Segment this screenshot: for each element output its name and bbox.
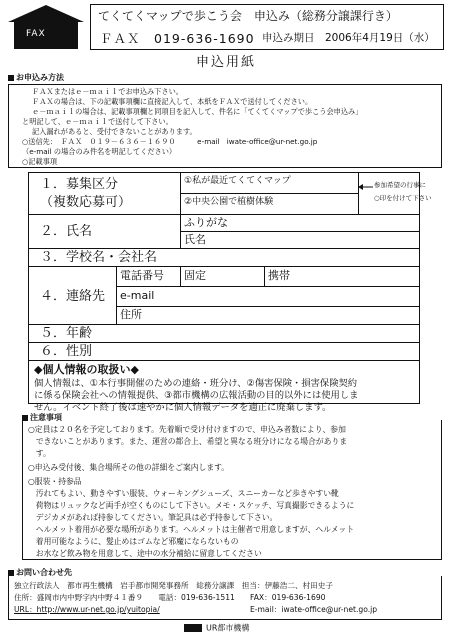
arrow-left-icon xyxy=(358,182,374,192)
row-category-label: １．募集区分 xyxy=(40,177,119,192)
contact-url-link[interactable]: URL：http://www.ur-net.go.jp/yuitopia/ xyxy=(14,605,160,614)
note-line: ヘルメット着用が必要な場所があります。ヘルメットは主催者で用意しますが、ヘルメット xyxy=(28,525,355,534)
contact-org: 独立行政法人 都市再生機構 岩手都市開発事務所 総務分譲課 担当：伊藤浩二、村田史子 xyxy=(14,581,333,590)
note-line: 汚れてもよい、動きやすい服装、ウォーキングシューズ、スニーカーなど歩きやすい靴 xyxy=(28,489,339,498)
form-title: 申込用紙 xyxy=(196,55,257,70)
note-line: お水など飲み物を用意して、途中の水分補給に留意してください xyxy=(28,549,262,558)
method-line: 記入漏れがあると、受付できないことがあります。 xyxy=(32,127,197,136)
method-line: と明記して、ｅ－ｍａｉｌで送付して下さい。 xyxy=(22,117,173,126)
method-line: ＦＡＸまたはｅ－ｍａｉｌでお申込み下さい。 xyxy=(32,87,183,96)
row-category-sub: （複数応募可） xyxy=(40,195,132,210)
option-map-walk[interactable]: ①私が最近てくてくマップ xyxy=(184,176,291,186)
mobile-label: 携帯 xyxy=(268,269,290,282)
privacy-line: せん。イベント終了後は速やかに個人情報データを適正に廃棄します。 xyxy=(34,402,332,413)
contact-heading: お問い合わせ先 xyxy=(8,569,72,577)
landline-label: 固定 xyxy=(184,269,206,282)
notes-heading: 注意事項 xyxy=(22,414,62,422)
method-line: （e-mail の場合のみ件名を明記してください） xyxy=(22,147,177,156)
header-title: てくてくマップで歩こう会 申込み（総務分譲課行き） xyxy=(98,9,398,23)
email-label: e-mail xyxy=(120,289,155,302)
row-school-label: ３．学校名・会社名 xyxy=(40,250,158,265)
square-bullet-icon xyxy=(8,75,14,81)
square-bullet-icon xyxy=(8,570,14,576)
note-line: 荷物はリュックなど両手が空くものにして下さい。メモ・スケッチ、写真撮影できるように xyxy=(28,501,355,510)
privacy-title: ◆個人情報の取扱い◆ xyxy=(34,363,139,376)
header-deadline: 申込み期日 2006年4月19日（水） xyxy=(262,32,435,44)
note-line: できないことがあります。また、運営の都合上、希望と異なる班分けになる場合がありま xyxy=(28,437,348,446)
option-tree-planting[interactable]: ②中央公園で植樹体験 xyxy=(184,197,274,207)
ur-logo: UR都市機構 xyxy=(184,624,249,633)
contact-email-link[interactable]: E-mail：iwate-office@ur-net.go.jp xyxy=(250,605,378,614)
fax-badge: FAX xyxy=(26,29,46,39)
method-line: ○記載事項 xyxy=(22,157,58,166)
phone-label: 電話番号 xyxy=(120,269,164,282)
note-line: ○定員は２０名を予定しております。先着順で受け付けますので、申込み者数により、参加 xyxy=(28,425,346,434)
furigana-label: ふりがな xyxy=(184,216,228,229)
fax-house-icon xyxy=(6,4,86,50)
name-label: 氏名 xyxy=(184,233,206,246)
ur-logo-icon xyxy=(184,624,202,632)
row-gender-label: ６．性別 xyxy=(40,344,93,359)
row-name-label: ２．氏名 xyxy=(40,224,93,239)
side-note: ○印を付けて下さい xyxy=(374,194,432,202)
contact-address: 住所：盛岡市内中野字内中野４１番９ 電話：019-636-1511 FAX：019-636-1690 xyxy=(14,593,326,602)
method-heading: お申込み方法 xyxy=(8,74,64,82)
privacy-line: 個人情報は、①本行事開催のための連絡・班分け、②傷害保険・損害保険契約 xyxy=(34,378,358,389)
row-age-label: ５．年齢 xyxy=(40,326,93,341)
note-line: ○服装・持参品 xyxy=(28,477,82,486)
method-line: ○送信先： ＦＡＸ ０１９－６３６－１６９０ e-mail iwate-office@ur-net.go.jp xyxy=(22,137,318,146)
method-line: ＦＡＸの場合は、下の記載事項欄に直接記入して、本紙をＦＡＸで送付してください。 xyxy=(32,97,313,106)
note-line: 着用可能なように、髪止めはゴムなど邪魔にならないもの xyxy=(28,537,239,546)
note-line: す。 xyxy=(28,449,51,458)
note-line: ○申込み受付後、集合場所その他の詳細をご案内します。 xyxy=(28,463,230,472)
note-line: デジカメがあれば持参してください。筆記具は必ず持参して下さい。 xyxy=(28,513,278,522)
row-contact-label: ４．連絡先 xyxy=(40,289,106,304)
privacy-line: に係る保険会社への情報提供、③都市機構の広報活動の目的以外には使用しま xyxy=(34,390,359,401)
side-note: 参加希望の行事に xyxy=(374,181,426,189)
header-fax-number: ＦＡＸ 019-636-1690 xyxy=(100,31,255,46)
method-line: ｅ－ｍａｉｌの場合は、記載事項欄と同項目を記入して、件名に「てくてくマップで歩こう会申込み」 xyxy=(32,107,363,116)
address-label: 住所 xyxy=(120,308,142,321)
